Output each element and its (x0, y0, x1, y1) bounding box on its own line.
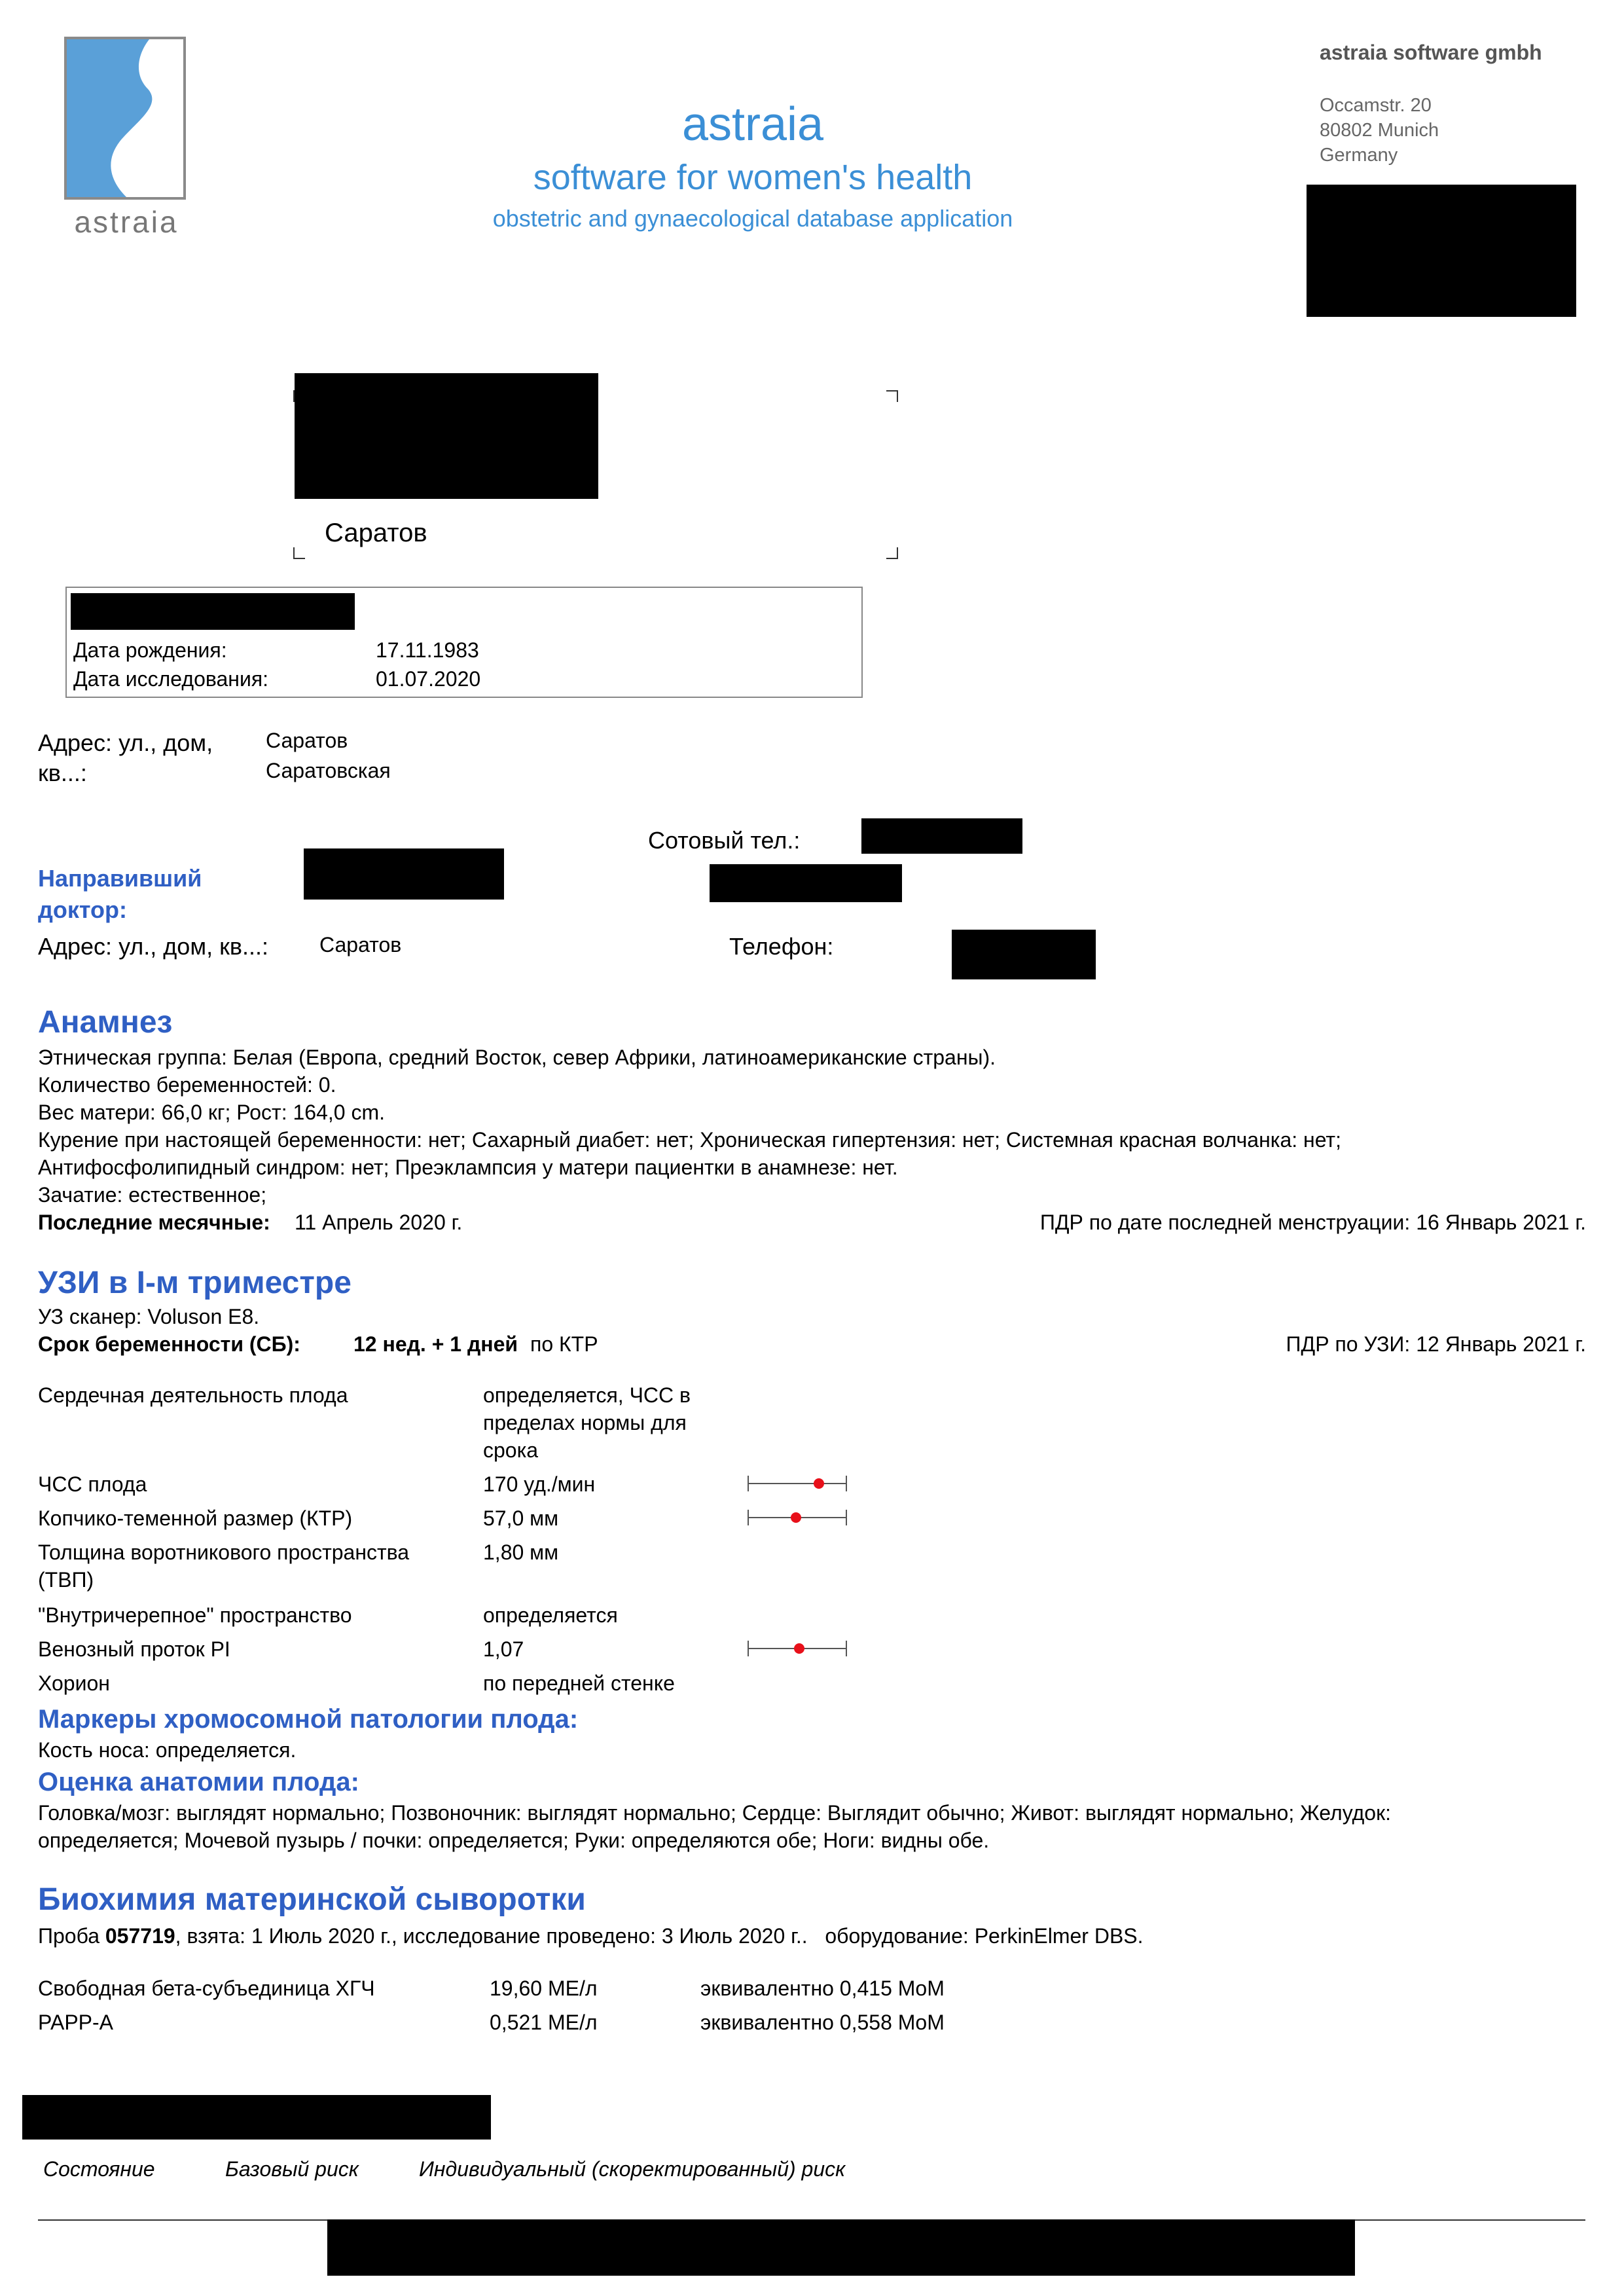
redacted-block (22, 2095, 491, 2140)
us-row-value: 57,0 мм (483, 1506, 559, 1530)
biochem-title: Биохимия материнской сыворотки (38, 1882, 586, 1917)
company-street: Occamstr. 20 (1320, 95, 1432, 116)
anatomy-line: Головка/мозг: выглядят нормально; Позвоночник: выглядят нормально; Сердце: Выглядит обычно; Живот: выглядят нормально; Желудок: (38, 1801, 1391, 1825)
logo-text: astraia (74, 205, 179, 239)
exam-date-value: 01.07.2020 (376, 667, 481, 691)
biochem-row-value: 19,60 МЕ/л (490, 1977, 598, 2000)
us-row-value: по передней стенке (483, 1671, 675, 1695)
sample-prefix: Проба (38, 1924, 105, 1948)
sample-id: 057719 (105, 1924, 175, 1948)
us-row-value: определяется, ЧСС в пределах нормы для срока (483, 1383, 691, 1462)
redacted-block (327, 2219, 1355, 2276)
patient-address-line1: Саратов (266, 729, 348, 752)
biochem-row-mom: эквивалентно 0,558 MoM (700, 2011, 945, 2034)
anatomy-line: определяется; Мочевой пузырь / почки: определяется; Руки: определяются обе; Ноги: видны обе. (38, 1829, 990, 1852)
exam-date-label: Дата исследования: (73, 667, 269, 691)
sample-line (38, 1922, 1144, 1950)
sample-details: , взята: 1 Июль 2020 г., исследование проведено: 3 Июль 2020 г.. оборудование: PerkinElmer DBS. (175, 1924, 1144, 1948)
redacted-block (952, 930, 1096, 979)
company-city: 80802 Munich (1320, 120, 1439, 141)
patient-address-label: Адрес: ул., дом, кв...: (38, 729, 213, 786)
redacted-block (295, 373, 598, 499)
edd-by-us: ПДР по УЗИ: 12 Январь 2021 г. (1286, 1332, 1586, 1356)
us-row-value: определяется (483, 1603, 618, 1627)
redacted-block (1307, 185, 1576, 317)
biochem-row-mom: эквивалентно 0,415 MoM (700, 1977, 945, 2000)
corner-mark-icon (886, 390, 898, 402)
us-row-label: "Внутричерепное" пространство (38, 1603, 352, 1627)
lmp-label: Последние месячные: (38, 1211, 270, 1234)
header-tagline: obstetric and gynaecological database application (492, 205, 1013, 232)
dv-range-dot (794, 1643, 804, 1654)
us-row-value: 170 уд./мин (483, 1472, 596, 1496)
us-row-label: Сердечная деятельность плода (38, 1383, 348, 1407)
biochem-row-value: 0,521 МЕ/л (490, 2011, 598, 2034)
us-row-label: Копчико-теменной размер (КТР) (38, 1506, 353, 1530)
crl-range-dot (791, 1512, 801, 1523)
edd-by-lmp: ПДР по дате последней менструации: 16 Январь 2021 г. (1039, 1211, 1586, 1234)
redacted-block (710, 864, 902, 902)
dv-range-indicator (748, 1641, 847, 1656)
dob-label: Дата рождения: (73, 638, 227, 662)
anamnesis-line: Количество беременностей: 0. (38, 1073, 336, 1097)
us-row-label: Хорион (38, 1671, 110, 1695)
redacted-block (71, 593, 355, 630)
referring-doctor-label: Направивший доктор: (38, 865, 202, 923)
anamnesis-line: Зачатие: естественное; (38, 1183, 267, 1207)
markers-title: Маркеры хромосомной патологии плода: (38, 1705, 579, 1734)
ultrasound-title: УЗИ в I-м триместре (38, 1266, 352, 1300)
anamnesis-line: Антифосфолипидный синдром: нет; Преэклампсия у матери пациентки в анамнезе: нет. (38, 1156, 898, 1179)
mobile-label: Сотовый тел.: (648, 827, 801, 854)
us-row-label: ЧСС плода (38, 1472, 147, 1496)
corner-mark-icon (886, 547, 898, 559)
anamnesis-line: Этническая группа: Белая (Европа, средний Восток, север Африки, латиноамериканские страны). (38, 1046, 996, 1069)
doctor-phone-label: Телефон: (729, 933, 834, 960)
doctor-address-label: Адрес: ул., дом, кв...: (38, 933, 268, 960)
ga-method: по КТР (530, 1332, 598, 1356)
markers-text: Кость носа: определяется. (38, 1738, 297, 1762)
crl-range-indicator (748, 1510, 847, 1525)
header-subtitle: software for women's health (533, 158, 973, 197)
redacted-block (861, 818, 1022, 854)
recipient-city: Саратов (325, 519, 427, 547)
company-country: Germany (1320, 145, 1398, 166)
astraia-logo-icon (64, 37, 189, 200)
ga-value: 12 нед. + 1 дней (353, 1332, 518, 1356)
lmp-value: 11 Апрель 2020 г. (295, 1211, 463, 1234)
fhr-range-indicator (748, 1476, 847, 1491)
risk-col-individual: Индивидуальный (скоректированный) риск (419, 2157, 846, 2181)
patient-address-line2: Саратовская (266, 759, 391, 782)
biochem-row-label: PAPP-A (38, 2011, 113, 2034)
anatomy-title: Оценка анатомии плода: (38, 1768, 359, 1796)
anamnesis-title: Анамнез (38, 1005, 173, 1040)
scanner-text: УЗ сканер: Voluson E8. (38, 1305, 260, 1328)
biochem-row-label: Свободная бета-субъединица ХГЧ (38, 1977, 375, 2000)
anamnesis-line: Вес матери: 66,0 кг; Рост: 164,0 cm. (38, 1101, 385, 1124)
astraia-logo (64, 37, 189, 240)
ga-label: Срок беременности (СБ): (38, 1332, 300, 1356)
dob-value: 17.11.1983 (376, 638, 479, 662)
corner-mark-icon (293, 547, 305, 559)
redacted-block (304, 848, 504, 900)
us-row-value: 1,07 (483, 1637, 524, 1661)
anamnesis-line: Курение при настоящей беременности: нет; Сахарный диабет: нет; Хроническая гипертензия: нет; Системная красная волчанка: нет; (38, 1128, 1341, 1152)
us-row-label: Толщина воротникового пространства (ТВП) (38, 1540, 410, 1592)
doctor-address-value: Саратов (319, 933, 402, 957)
company-name: astraia software gmbh (1320, 41, 1542, 64)
risk-col-baseline: Базовый риск (225, 2157, 359, 2181)
header-title: astraia (681, 98, 824, 151)
risk-col-condition: Состояние (43, 2157, 155, 2181)
us-row-value: 1,80 мм (483, 1540, 559, 1564)
us-row-label: Венозный проток PI (38, 1637, 230, 1661)
fhr-range-dot (814, 1478, 824, 1489)
